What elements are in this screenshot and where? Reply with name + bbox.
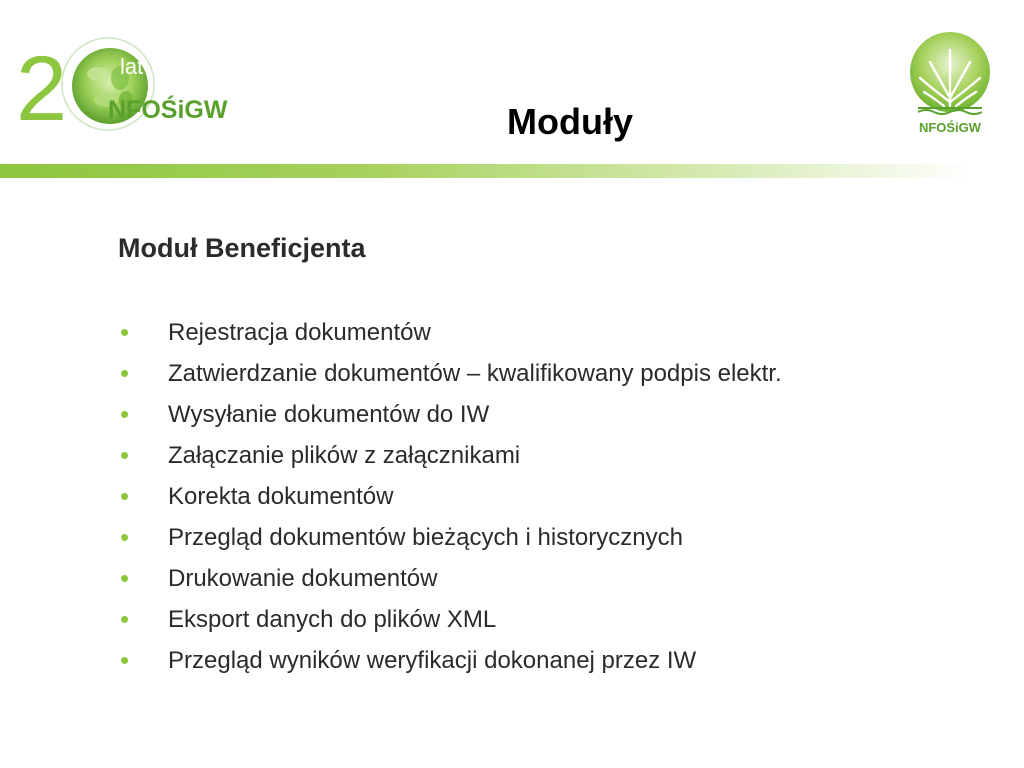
list-item-text: Rejestracja dokumentów [168,319,431,346]
list-item [118,602,782,643]
list-item-text: Zatwierdzanie dokumentów – kwalifikowany podpis elektr. [168,360,782,387]
tree-emblem-icon [904,28,996,140]
bullet-icon: • [120,317,130,347]
list-item [118,315,782,356]
bullet-icon: • [120,522,130,552]
list-item-text: Załączanie plików z załącznikami [168,442,521,469]
list-item [118,561,782,602]
logo-number: 2 [16,38,68,134]
logo-brand-text: NFOŚiGW [108,96,228,124]
bullet-list [118,315,782,684]
bullet-icon: • [120,604,130,634]
list-item-text: Wysyłanie dokumentów do IW [168,401,490,428]
slide-title: Moduły [507,101,633,142]
list-item [118,397,782,438]
list-item [118,643,782,684]
list-item [118,356,782,397]
title-divider [0,164,1024,178]
list-item [118,479,782,520]
list-item-text: Drukowanie dokumentów [168,565,438,592]
emblem-brand-text: NFOŚiGW [918,120,982,135]
list-item-text: Korekta dokumentów [168,483,394,510]
section-heading: Moduł Beneficjenta [118,233,366,263]
bullet-icon: • [120,358,130,388]
list-item [118,438,782,479]
bullet-icon: • [120,481,130,511]
list-item-text: Przegląd wyników weryfikacji dokonanej przez IW [168,647,697,674]
bullet-icon: • [120,440,130,470]
list-item-text: Eksport danych do plików XML [168,606,497,633]
bullet-icon: • [120,563,130,593]
nfosigw-logo [904,28,996,140]
list-item [118,520,782,561]
list-item-text: Przegląd dokumentów bieżących i historycznych [168,524,683,551]
bullet-icon: • [120,645,130,675]
bullet-icon: • [120,399,130,429]
logo-lat-label: lat [120,54,144,79]
